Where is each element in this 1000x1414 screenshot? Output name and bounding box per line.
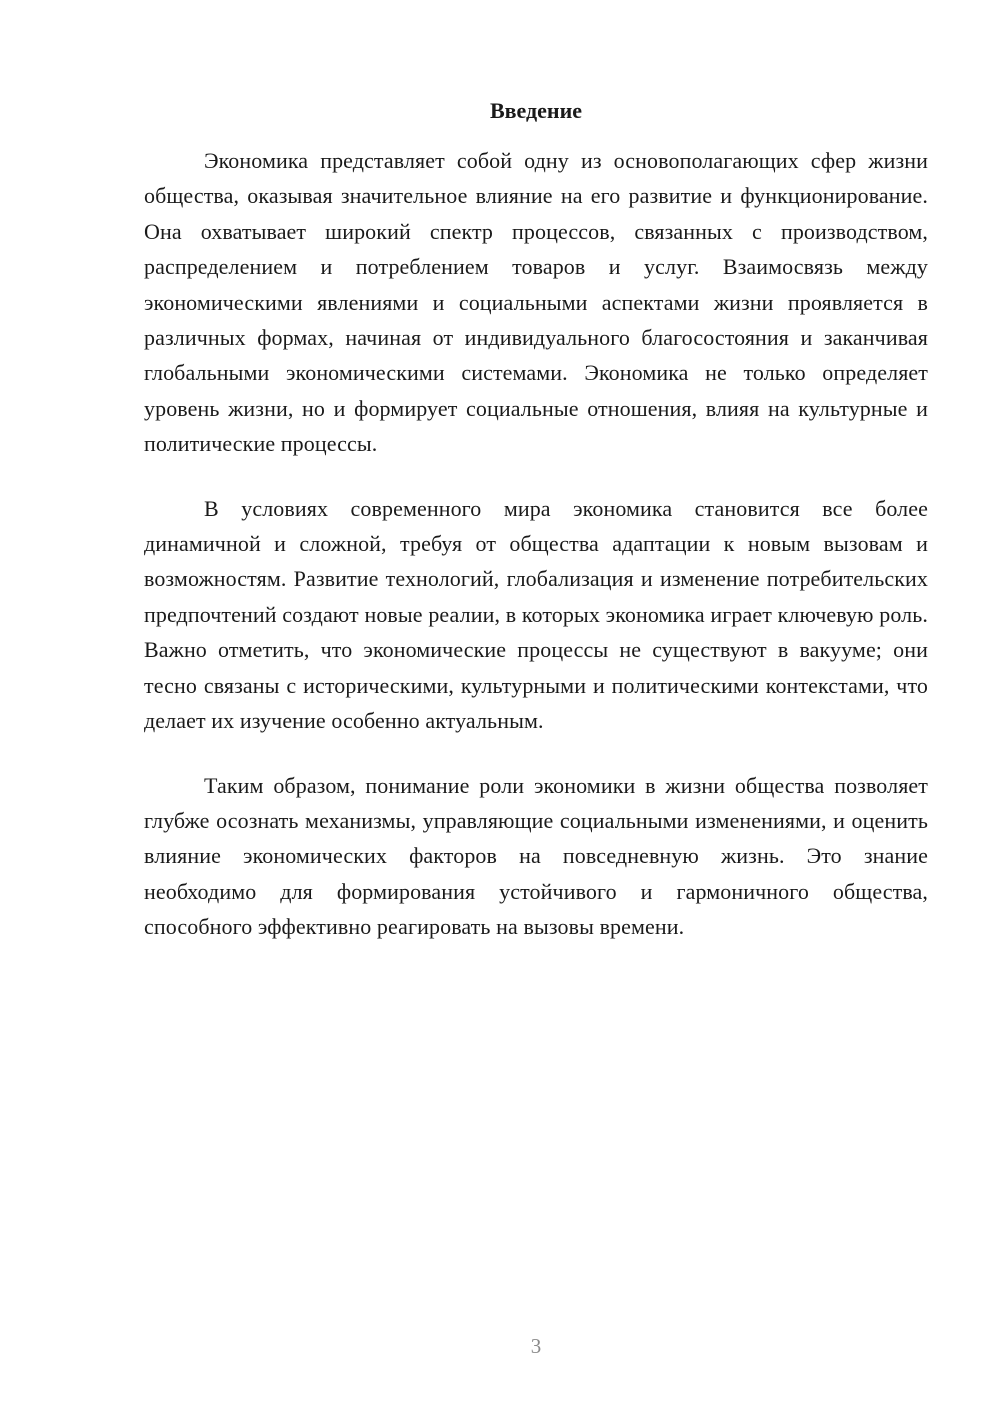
paragraph: Таким образом, понимание роли экономики в жизни общества позволяет глубже осознать механизмы, управляющие социальными изменениями, и оценить влияние экономических факторов на повседневную жизнь. Это знание необходимо для формирования устойчивого и гармоничного общества, способного эффективно реагировать на вызовы времени.: [144, 772, 928, 940]
paragraph: Экономика представляет собой одну из основополагающих сфер жизни общества, оказывая значительное влияние на его развитие и функционирование. Она охватывает широкий спектр процессов, связанных с производством, распределением и потреблением товаров и услуг. Взаимосвязь между экономическими явлениями и социальными аспектами жизни проявляется в различных формах, начиная от индивидуального благосостояния и заканчивая глобальными экономическими системами. Экономика не только определяет уровень жизни, но и формирует социальные отношения, влияя на культурные и политические процессы.: [144, 148, 928, 457]
body-text: [144, 143, 928, 974]
page-number: 3: [530, 1334, 542, 1358]
paragraph: В условиях современного мира экономика становится все более динамичной и сложной, требуя от общества адаптации к новым вызовам и возможностям. Развитие технологий, глобализация и изменение потребительских предпочтений создают новые реалии, в которых экономика играет ключевую роль. Важно отметить, что экономические процессы не существуют в вакууме; они тесно связаны с историческими, культурными и политическими контекстами, что делает их изучение особенно актуальным.: [144, 495, 928, 734]
section-title: Введение: [489, 98, 583, 123]
